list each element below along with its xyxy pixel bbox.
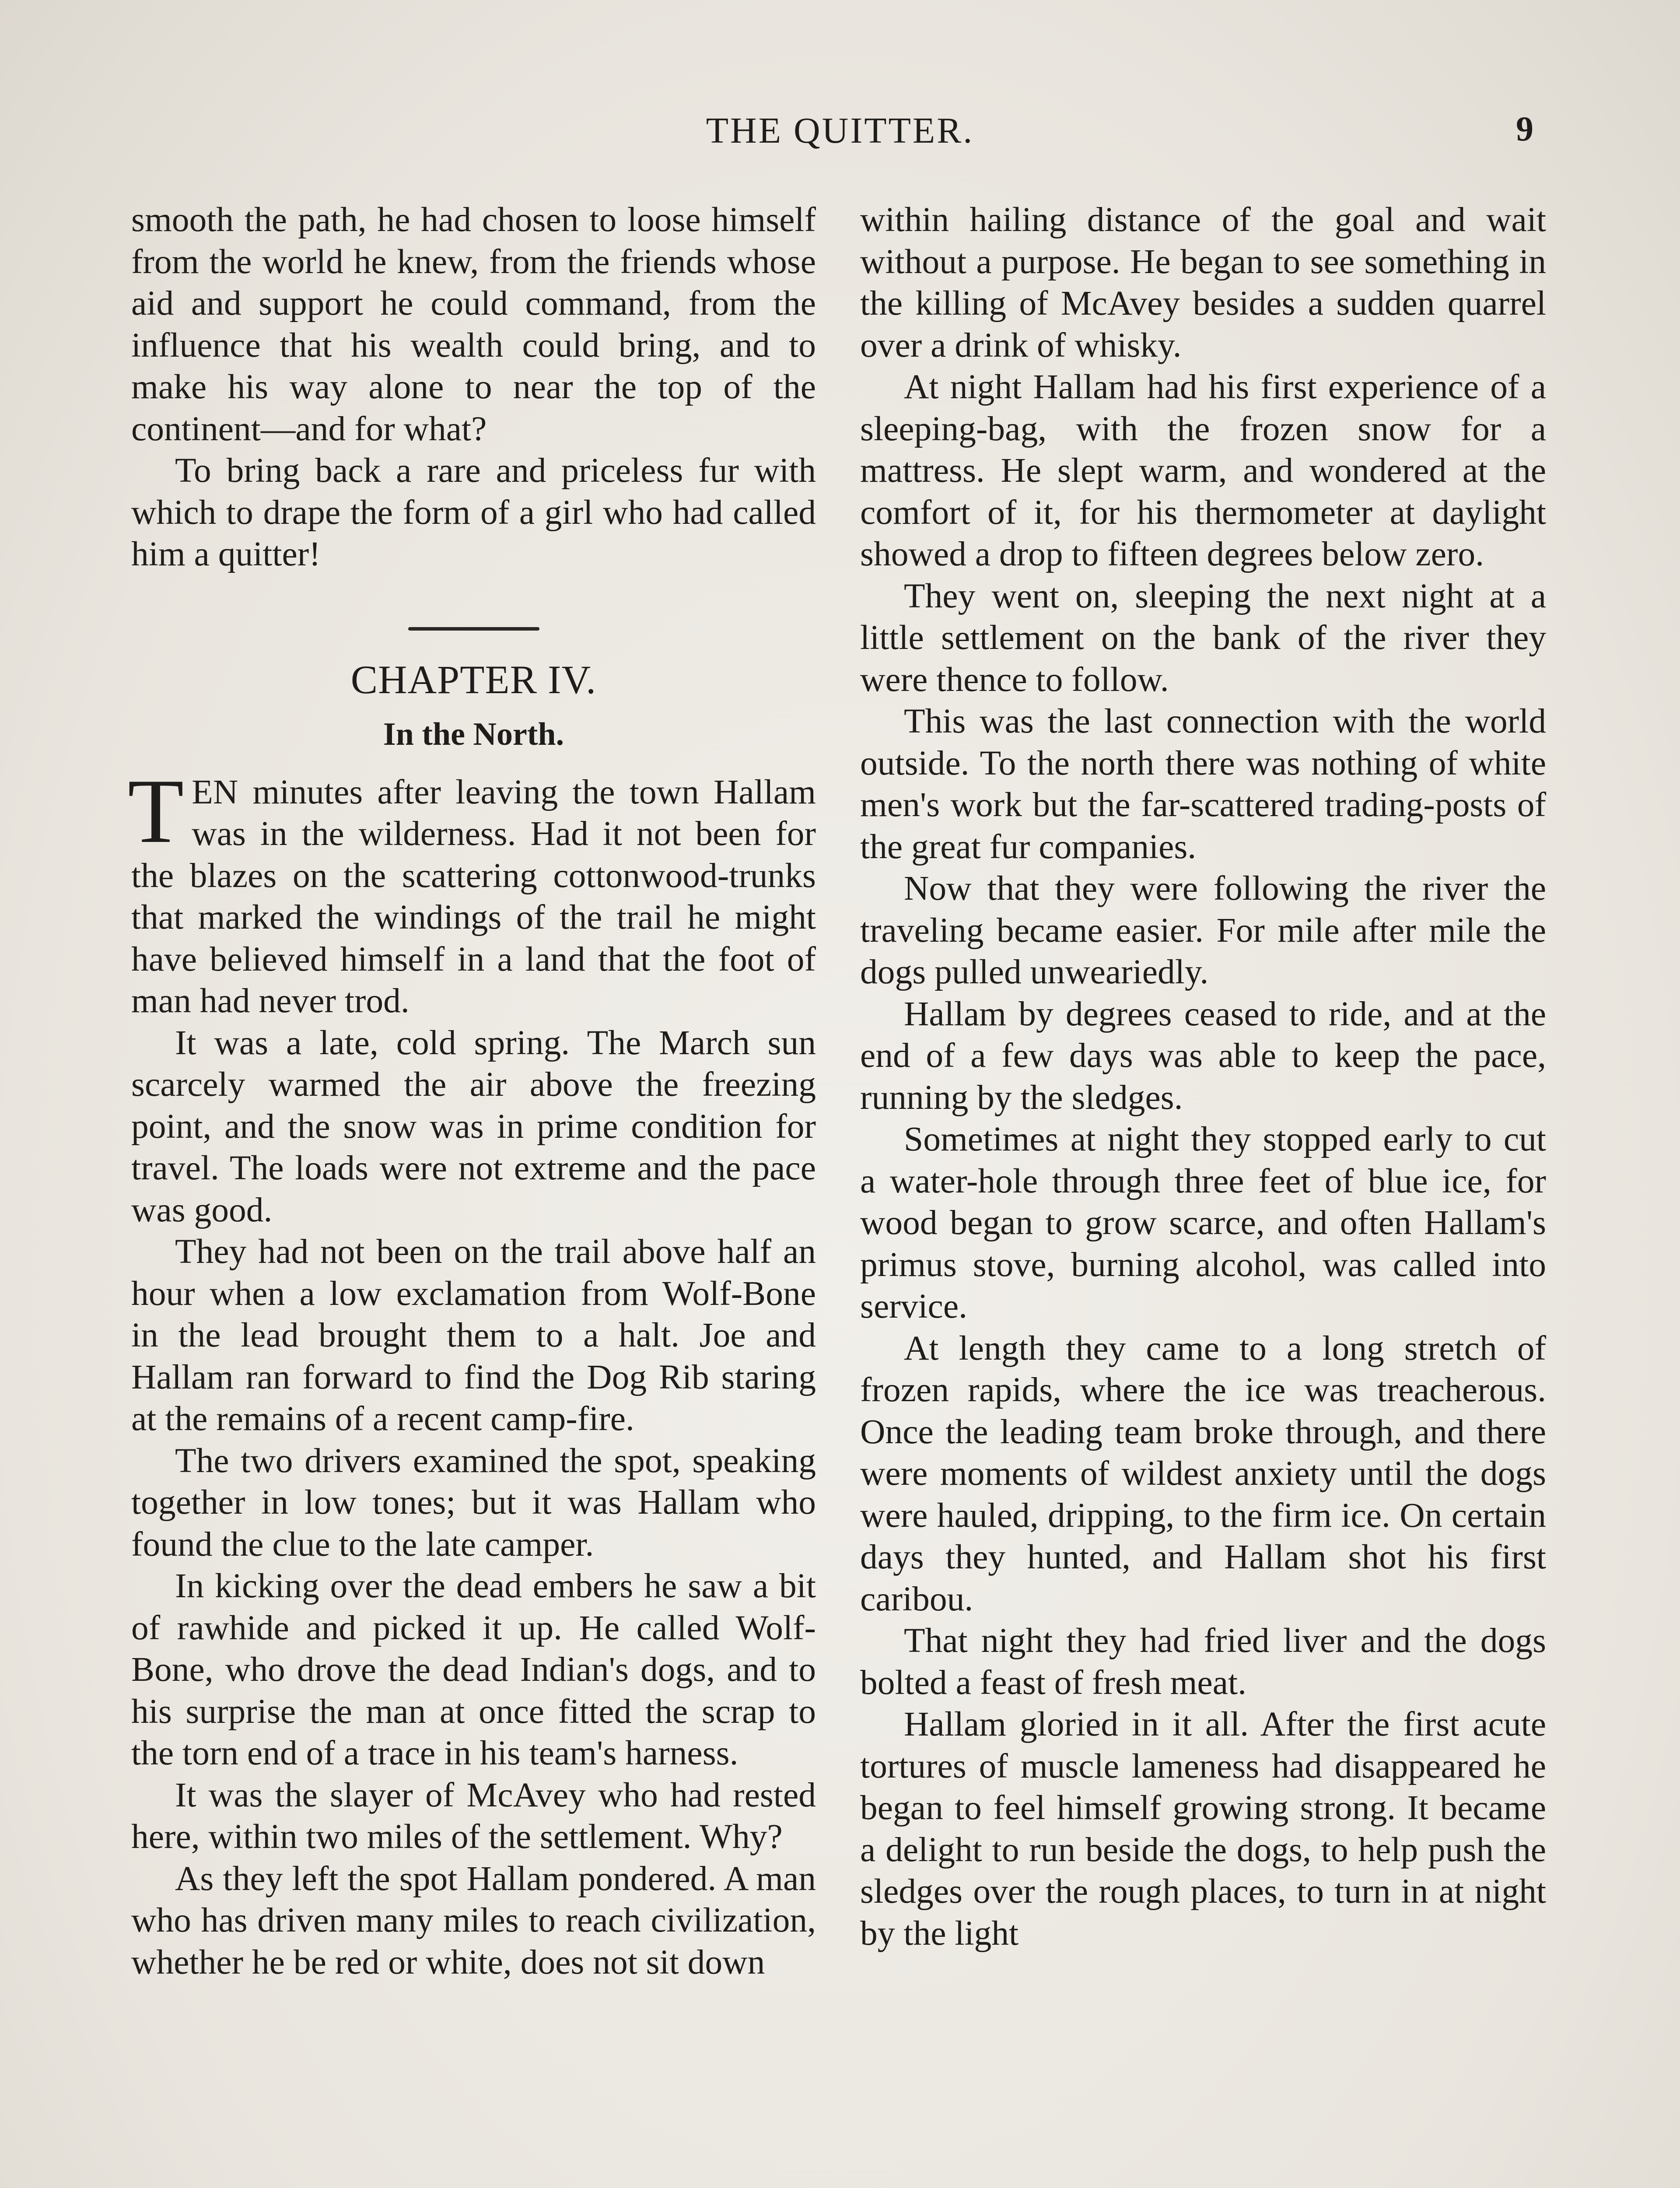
paragraph: In kicking over the dead embers he saw a bit of rawhide and picked it up. He called Wolf-Bone, who drove the dead Indian's dogs, and to his surprise the man at once fitted the scrap to the torn end of a trace in his team's harness. [131, 1567, 816, 1772]
chapter-title: CHAPTER IV. [350, 657, 597, 702]
paragraph: That night they had fried liver and the dogs bolted a feast of fresh meat. [860, 1621, 1546, 1702]
chapter-opening-paragraph [128, 760, 816, 1022]
paragraph: It was a late, cold spring. The March sun scarcely warmed the air above the freezing point, and the snow was in prime condition for travel. The loads were not extreme and the pace was good. [131, 1023, 816, 1229]
paragraph: It was the slayer of McAvey who had rested here, within two miles of the settlement. Why? [131, 1775, 816, 1856]
paragraph: The two drivers examined the spot, speaking together in low tones; but it was Hallam who found the clue to the late camper. [131, 1441, 816, 1564]
paragraph: within hailing distance of the goal and wait without a purpose. He began to see something in the killing of McAvey besides a sudden quarrel over a drink of whisky. [860, 200, 1546, 365]
page-number: 9 [1516, 110, 1533, 148]
paragraph: As they left the spot Hallam pondered. A man who has driven many miles to reach civilization, whether he be red or white, does not sit down [131, 1859, 816, 1981]
section-divider [408, 627, 539, 631]
paragraph: Now that they were following the river the traveling became easier. For mile after mile the dogs pulled unweariedly. [860, 869, 1546, 991]
paragraph: At length they came to a long stretch of frozen rapids, where the ice was treacherous. Once the leading team broke through, and there were moments of wildest anxiety until the dogs were hauled, dripping, to the firm ice. On certain days they hunted, and Hallam shot his first caribou. [860, 1329, 1546, 1618]
paragraph: They had not been on the trail above half an hour when a low exclamation from Wolf-Bone in the lead brought them to a halt. Joe and Hallam ran forward to find the Dog Rib staring at the remains of a recent camp-fire. [131, 1232, 816, 1438]
paragraph: Hallam by degrees ceased to ride, and at the end of a few days was able to keep the pace, running by the sledges. [860, 994, 1546, 1117]
paragraph: smooth the path, he had chosen to loose himself from the world he knew, from the friends whose aid and support he could command, from the influence that his wealth could bring, and to make his way alone to near the top of the continent—and for what? [131, 200, 816, 448]
paragraph: Sometimes at night they stopped early to cut a water-hole through three feet of blue ice, for wood began to grow scarce, and often Hallam's primus stove, burning alcohol, was called into service. [860, 1120, 1546, 1325]
paragraph: To bring back a rare and priceless fur with which to drape the form of a girl who had called him a quitter! [131, 451, 816, 573]
paragraph: They went on, sleeping the next night at a little settlement on the bank of the river they were thence to follow. [860, 576, 1546, 699]
page-header [0, 109, 1680, 162]
left-column [128, 199, 816, 1983]
chapter-subtitle: In the North. [383, 716, 564, 752]
right-column [860, 199, 1546, 1954]
drop-cap: T [128, 760, 184, 862]
paragraph: Hallam gloried in it all. After the first acute tortures of muscle lameness had disappeared he began to feel himself growing strong. It became a delight to run beside the dogs, to help push the sledges over the rough places, to turn in at night by the light [860, 1705, 1546, 1953]
paragraph: This was the last connection with the world outside. To the north there was nothing of white men's work but the far-scattered trading-posts of the great fur companies. [860, 702, 1546, 866]
running-head: THE QUITTER. [706, 110, 974, 151]
paragraph-text: EN minutes after leaving the town Hallam was in the wilderness. Had it not been for the blazes on the scattering cottonwood-trunks that marked the windings of the trail he might have believed himself in a land that the foot of man had never trod. [131, 772, 816, 1020]
paragraph: At night Hallam had his first experience of a sleeping-bag, with the frozen snow for a mattress. He slept warm, and wondered at the comfort of it, for his thermometer at daylight showed a drop to fifteen degrees below zero. [860, 368, 1546, 573]
